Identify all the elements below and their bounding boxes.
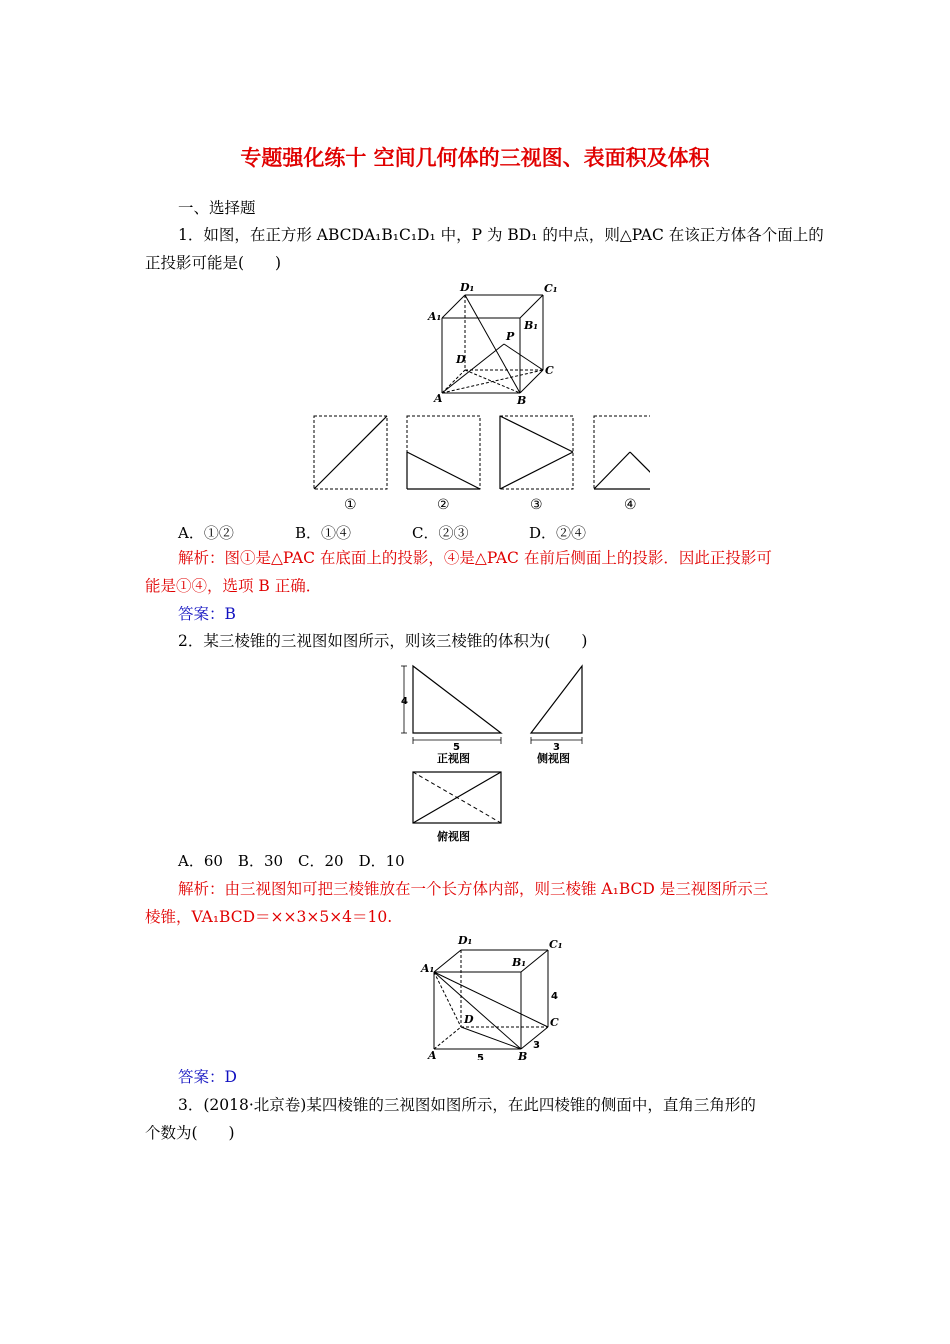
label-D: D: [456, 353, 466, 366]
q3-text-line2: 个数为( ): [145, 1124, 235, 1142]
q1-text-line2: 正投影可能是( ): [145, 254, 282, 272]
box-label-D: D: [464, 1013, 474, 1026]
box-label-C: C: [550, 1016, 559, 1029]
q3-text-line1: 3．(2018·北京卷)某四棱锥的三视图如图所示，在此四棱锥的侧面中，直角三角形的: [178, 1096, 756, 1114]
box-dim-height: 4: [551, 991, 558, 1002]
q1-answer: 答案：B: [178, 605, 236, 623]
view-label-4: ④: [624, 497, 637, 513]
q2-answer: 答案：D: [178, 1068, 237, 1086]
q1-option-a: A．①②: [178, 524, 234, 542]
q1-analysis-line2: 能是①④，选项 B 正确．: [145, 577, 322, 595]
label-C1: C₁: [544, 282, 558, 295]
page-title: 专题强化练十 空间几何体的三视图、表面积及体积: [240, 146, 710, 170]
front-view-caption: 正视图: [437, 752, 470, 765]
view-label-2: ②: [437, 497, 450, 513]
view-label-3: ③: [530, 497, 543, 513]
q1-cube-figure: [420, 280, 570, 405]
q2-options: A．60 B．30 C．20 D．10: [178, 852, 405, 870]
view-label-1: ①: [344, 497, 357, 513]
q1-text-line1: 1．如图，在正方形 ABCDA₁B₁C₁D₁ 中，P 为 BD₁ 的中点，则△PAC 在该正方体各个面上的: [178, 226, 824, 244]
label-B1: B₁: [524, 319, 539, 332]
dim-front-width: 5: [453, 742, 460, 753]
box-label-B1: B₁: [512, 956, 527, 969]
box-label-C1: C₁: [549, 938, 563, 951]
box-label-D1: D₁: [458, 934, 473, 947]
box-dim-depth: 3: [533, 1040, 540, 1051]
label-C: C: [545, 364, 554, 377]
label-D1: D₁: [460, 281, 475, 294]
label-B: B: [517, 394, 527, 405]
top-view-caption: 俯视图: [437, 830, 470, 843]
side-view-caption: 侧视图: [537, 752, 570, 765]
dim-side-width: 3: [553, 742, 560, 753]
q1-projection-views: [310, 412, 650, 514]
label-P: P: [506, 330, 515, 343]
box-label-A: A: [428, 1049, 437, 1060]
q2-three-views: [395, 660, 595, 845]
q1-option-b: B．①④: [295, 524, 352, 542]
q2-box-figure: [420, 930, 570, 1060]
q1-analysis-line1: 解析：图①是△PAC 在底面上的投影，④是△PAC 在前后侧面上的投影．因此正投影可: [178, 549, 772, 567]
box-dim-width: 5: [477, 1053, 484, 1060]
q2-text-line1: 2．某三棱锥的三视图如图所示，则该三棱锥的体积为( ): [178, 632, 588, 650]
box-label-B: B: [518, 1050, 528, 1060]
q1-option-c: C．②③: [412, 524, 469, 542]
section-heading: 一、选择题: [178, 199, 256, 217]
box-label-A1: A₁: [421, 962, 435, 975]
dim-height: 4: [401, 696, 408, 707]
q1-option-d: D．②④: [529, 524, 587, 542]
q2-analysis-line1: 解析：由三视图知可把三棱锥放在一个长方体内部，则三棱锥 A₁BCD 是三视图所示三: [178, 880, 769, 898]
label-A1: A₁: [428, 310, 442, 323]
q2-analysis-line2: 棱锥，VA₁BCD＝××3×5×4＝10.: [145, 908, 393, 926]
label-A: A: [434, 392, 443, 405]
